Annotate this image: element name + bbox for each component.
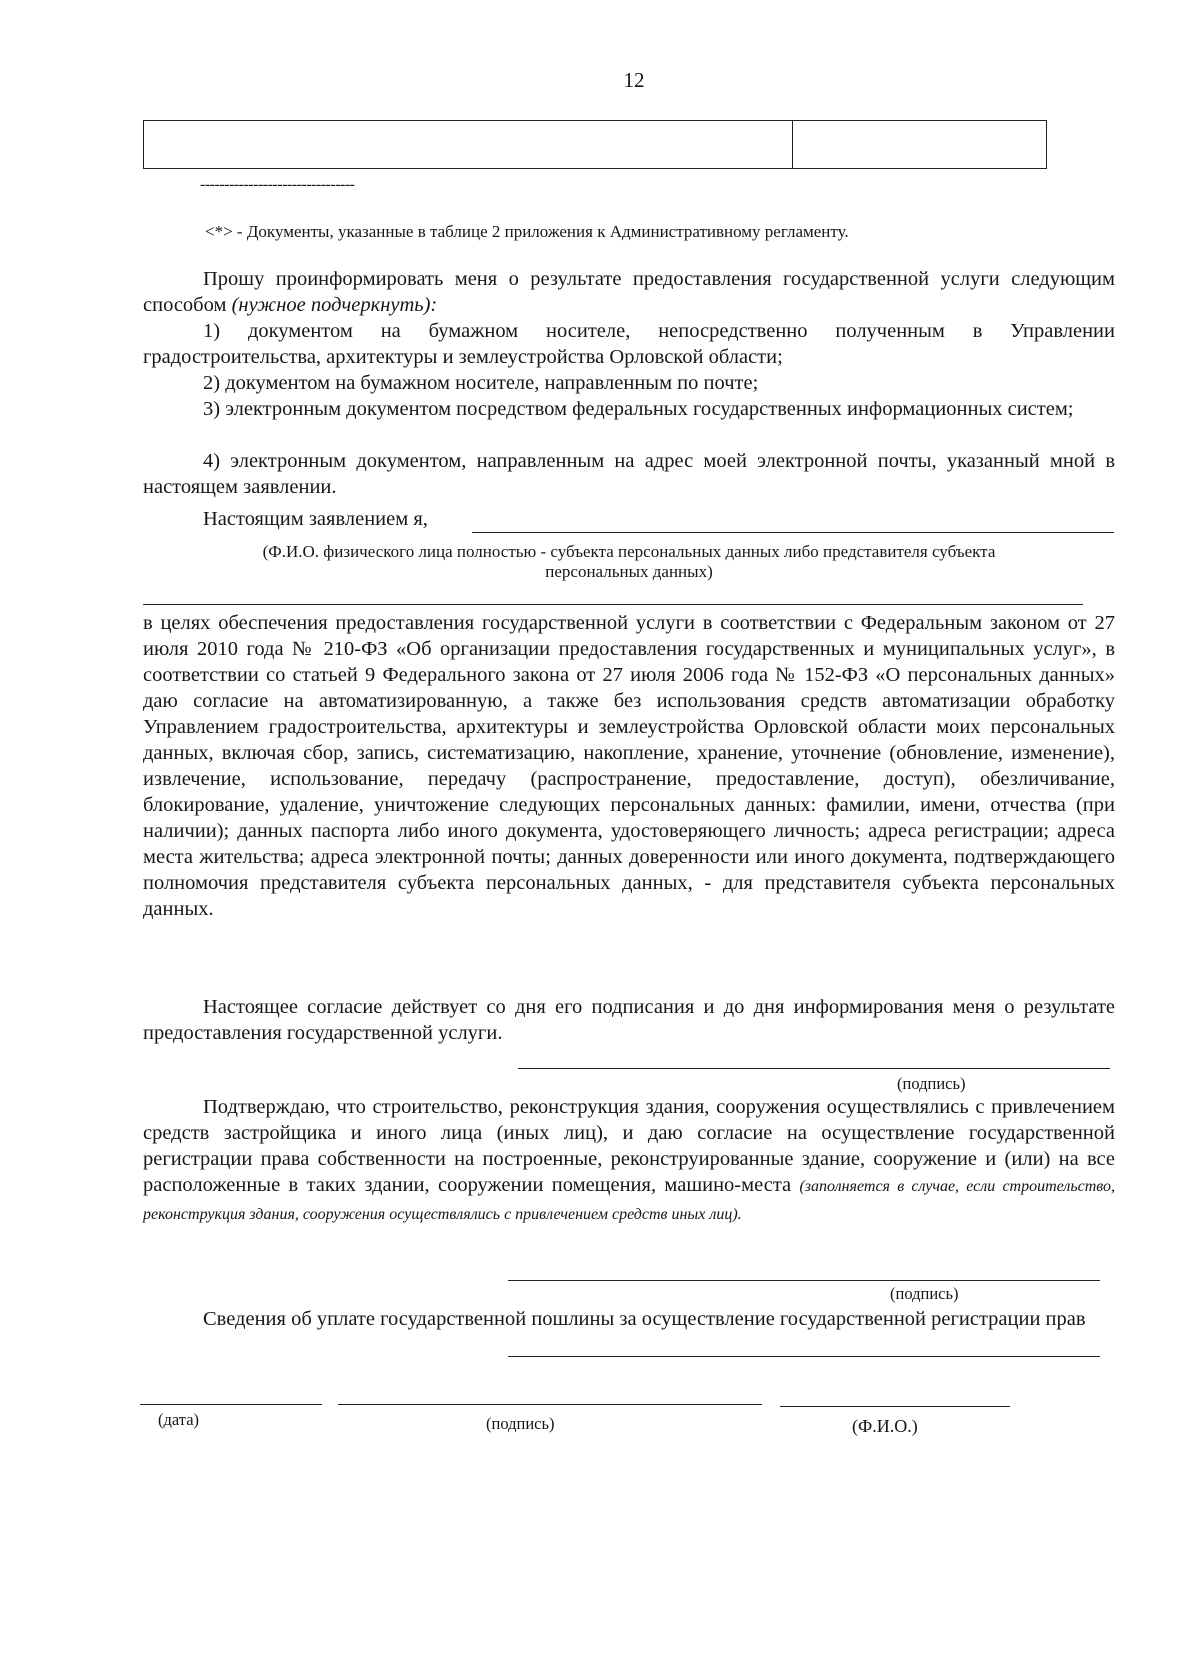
date-line[interactable] [140, 1404, 322, 1405]
footnote: <*> - Документы, указанные в таблице 2 приложения к Административному регламенту. [205, 222, 849, 241]
fio-input-line[interactable] [472, 532, 1114, 533]
confirm-hint: (заполняется в случае, если строительство, реконструкция здания, сооружения осуществлялись с привлечением средств иных лиц). [143, 1178, 1116, 1223]
confirm-signature-line[interactable] [508, 1280, 1100, 1281]
inform-option-2-text: 2) документом на бумажном носителе, направленным по почте; [203, 372, 759, 394]
inform-intro-text: Прошу проинформировать меня о результате предоставления государственной услуги следующим способом [143, 268, 1115, 316]
inform-option-4-text: 4) электронным документом, направленным на адрес моей электронной почты, указанный мной в настоящем заявлении. [143, 450, 1115, 498]
inform-option-4 [143, 448, 1115, 500]
inform-option-2 [143, 370, 1115, 396]
confirm-signature-label: (подпись) [890, 1284, 959, 1303]
table-cell-document [144, 121, 793, 168]
footer-fio-label: (Ф.И.О.) [852, 1416, 918, 1436]
fio-hint-line-2: персональных данных) [545, 562, 713, 581]
fee-text [143, 1306, 1115, 1332]
footer-signature-line[interactable] [338, 1404, 762, 1405]
consent-signature-line[interactable] [518, 1068, 1110, 1069]
fio-continuation-line[interactable] [143, 604, 1083, 605]
confirm-text [143, 1094, 1115, 1228]
inform-option-3 [143, 396, 1115, 422]
inform-option-1 [143, 318, 1115, 370]
inform-intro [143, 266, 1115, 318]
documents-table-tail [143, 120, 1047, 169]
footnote-separator: -------------------------------- [200, 176, 355, 193]
consent-lead: Настоящим заявлением я, [203, 508, 428, 530]
inform-intro-hint: (нужное подчеркнуть): [231, 294, 438, 316]
fee-text-main: Сведения об уплате государственной пошлины за осуществление государственной регистрации прав [203, 1308, 1086, 1330]
consent-validity-text: Настоящее согласие действует со дня его подписания и до дня информирования меня о результате предоставления государственной услуги. [143, 996, 1115, 1044]
consent-signature-label: (подпись) [897, 1074, 966, 1093]
footer-fio-line[interactable] [780, 1406, 1010, 1407]
consent-validity [143, 994, 1115, 1046]
inform-option-1-text: 1) документом на бумажном носителе, непосредственно полученным в Управлении градостроительства, архитектуры и землеустройства Орловской области; [143, 320, 1115, 368]
confirm-text-main: Подтверждаю, что строительство, реконструкция здания, сооружения осуществлялись с привлечением средств застройщика и иного лица (иных лиц), и даю согласие на осуществление государственной регистрации права собственности на построенные, реконструированные здание, сооружение и (или) на все расположенные в таких здании, сооружении помещения, машино-места [143, 1096, 1115, 1196]
fio-hint-line-1: (Ф.И.О. физического лица полностью - субъекта персональных данных либо представителя субъекта [262, 542, 996, 561]
footer-signature-label: (подпись) [486, 1414, 555, 1433]
fee-input-line[interactable] [508, 1356, 1100, 1357]
consent-body: в целях обеспечения предоставления государственной услуги в соответствии с Федеральным законом от 27 июля 2010 года № 210-ФЗ «Об организации предоставления государственных и муниципальных услуг», в соответствии со статьей 9 Федерального закона от 27 июля 2006 года № 152-ФЗ «О персональных данных» даю согласие на автоматизированную, а также без использования средств автоматизации обработку Управлением градостроительства, архитектуры и землеустройства Орловской области моих персональных данных, включая сбор, запись, систематизацию, накопление, хранение, уточнение (обновление, изменение), извлечение, использование, передачу (распространение, предоставление, доступ), обезличивание, блокирование, удаление, уничтожение следующих персональных данных: фамилии, имени, отчества (при наличии); данных паспорта либо иного документа, удостоверяющего личность; адреса регистрации; адреса места жительства; адреса электронной почты; данных доверенности или иного документа, подтверждающего полномочия представителя субъекта персональных данных, - для представителя субъекта персональных данных. [143, 612, 1115, 920]
fio-hint [143, 542, 1115, 582]
date-label: (дата) [158, 1410, 200, 1429]
page-number: 12 [623, 68, 645, 92]
table-cell-note [793, 121, 1046, 168]
inform-option-3-text: 3) электронным документом посредством федеральных государственных информационных систем; [203, 398, 1074, 420]
